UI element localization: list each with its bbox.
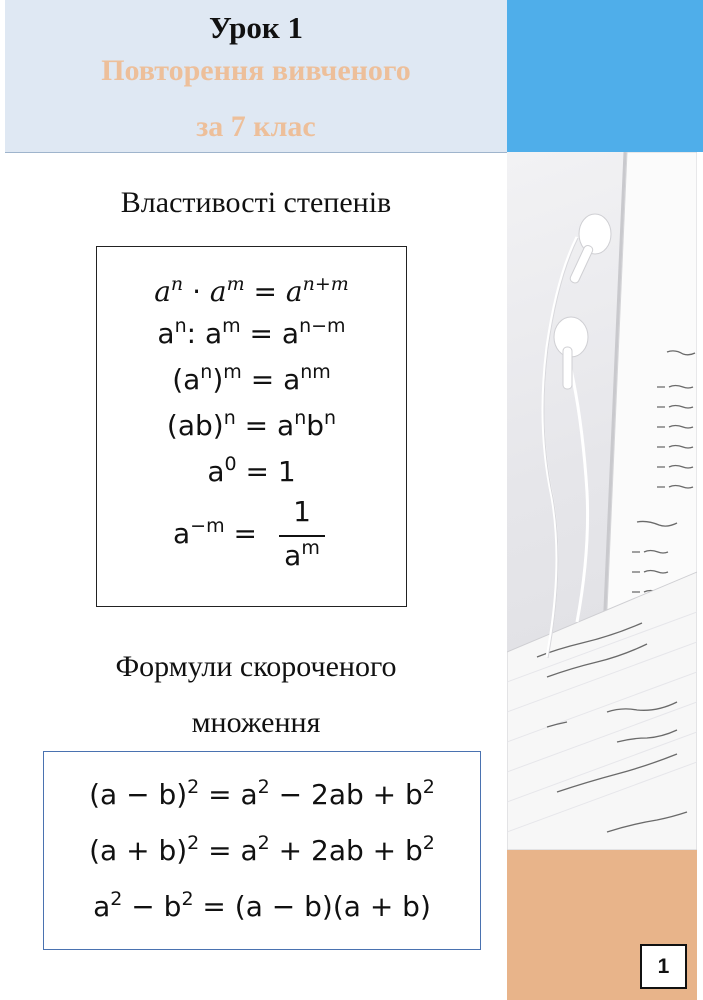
fraction-numerator: 1	[293, 495, 311, 528]
power-formula-zero: $a^0 = 1$	[207, 453, 296, 488]
notebook-earphones-photo	[507, 152, 697, 850]
fsm-heading-line1: Формули скороченого	[115, 650, 397, 683]
fsm-formula-square-sum: $(a + b)^2 = a^2 + 2ab + b^2$	[89, 832, 435, 867]
blue-decor-block	[507, 0, 703, 152]
lesson-header	[5, 0, 507, 153]
fsm-formula-square-difference: $(a - b)^2 = a^2 - 2ab + b^2$	[89, 776, 435, 811]
fsm-heading-line2: множення	[191, 706, 321, 739]
power-formula-quotient: $a^n$: $a^m = a^{n-m}$	[157, 315, 346, 350]
power-formula-power-of-power: $(a^n)^m = a^{nm}$	[172, 361, 331, 396]
powers-heading: Властивості степенів	[120, 186, 392, 219]
page-number: 1	[640, 944, 687, 989]
right-margin-strip	[697, 152, 703, 1000]
fsm-formula-difference-of-squares: $a^2 - b^2 = (a - b)(a + b)$	[93, 888, 431, 923]
lesson-subtitle-line2: за 7 клас	[196, 110, 316, 143]
fraction-denominator: $a^m$	[284, 537, 320, 572]
power-formula-product-power: $(ab)^n = a^nb^n$	[166, 407, 337, 442]
lesson-subtitle-line1: Повторення вивченого	[101, 54, 411, 87]
fsm-formula-box	[43, 751, 481, 950]
power-formula-product: $a^n \cdot a^m = a^{n+m}$	[154, 273, 349, 308]
photo-illustration	[507, 152, 697, 850]
powers-formula-box	[96, 246, 407, 607]
power-formula-negative: $a^{-m}$ = 1 $a^m$	[97, 495, 406, 575]
lesson-title: Урок 1	[208, 10, 304, 45]
